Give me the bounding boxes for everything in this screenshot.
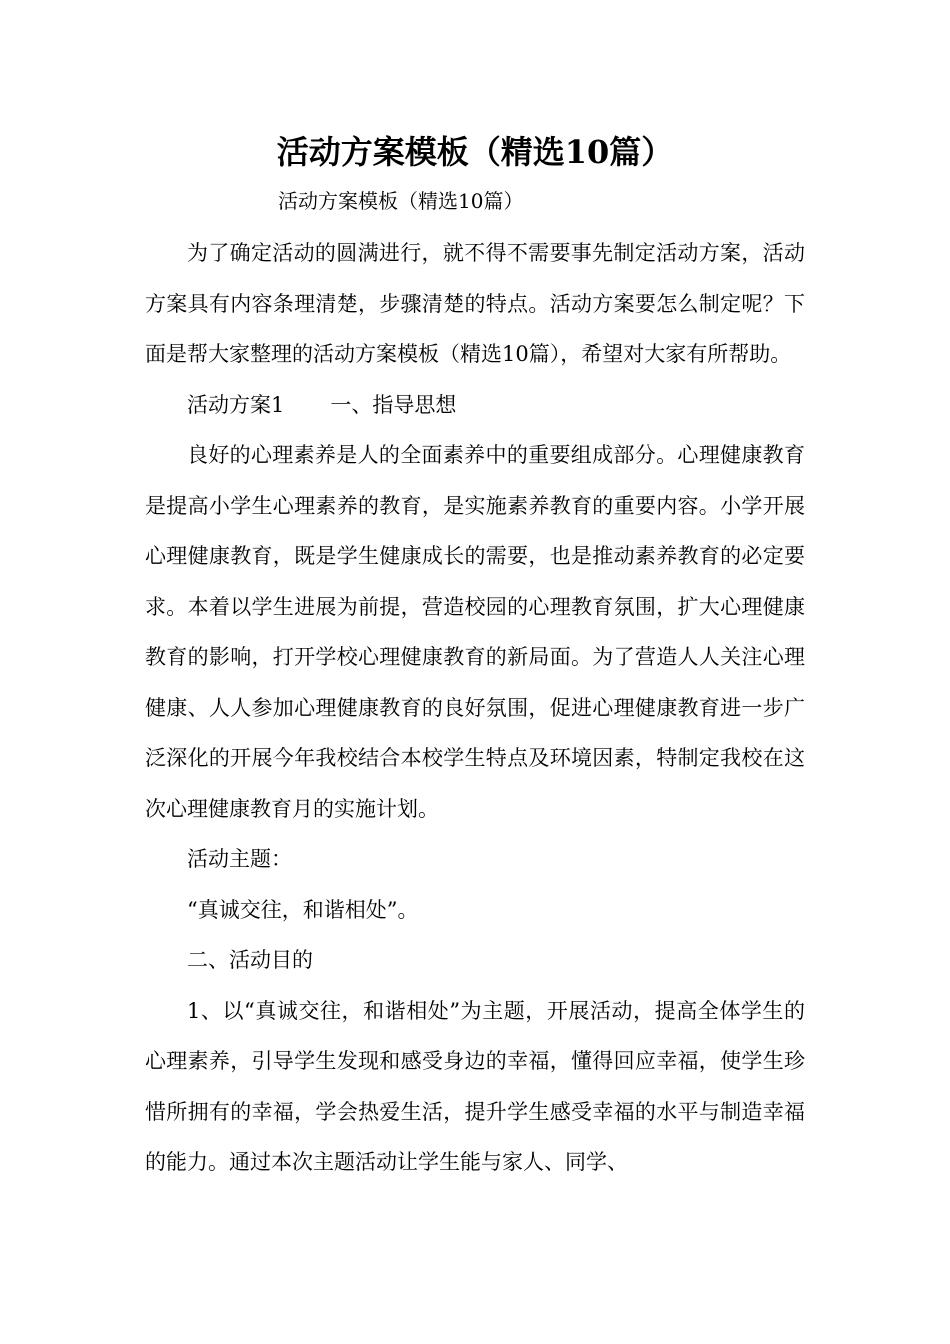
document-body [145, 228, 805, 1188]
section-heading: 一、指导思想 [330, 392, 457, 417]
theme-value: “真诚交往，和谐相处”。 [187, 897, 419, 922]
theme-label: 活动主题： [187, 847, 292, 871]
section-heading-line [145, 380, 805, 431]
purpose-heading: 二、活动目的 [187, 948, 313, 972]
guiding-thought-paragraph: 良好的心理素养是人的全面素养中的重要组成部分。心理健康教育是提高小学生心理素养的教育，是实施素养教育的重要内容。小学开展心理健康教育，既是学生健康成长的需要，也是推动素养教育的必定要求。本着以学生进展为前提，营造校园的心理教育氛围，扩大心理健康教育的影响，打开学校心理健康教育的新局面。为了营造人人关注心理健康、人人参加心理健康教育的良好氛围，促进心理健康教育进一步广泛深化的开展今年我校结合本校学生特点及环境因素，特制定我校在这次心理健康教育月的实施计划。 [145, 443, 805, 821]
intro-paragraph: 为了确定活动的圆满进行，就不得不需要事先制定活动方案，活动方案具有内容条理清楚，步骤清楚的特点。活动方案要怎么制定呢？下面是帮大家整理的活动方案模板（精选10篇），希望对大家有所帮助。 [145, 241, 805, 366]
purpose-paragraph: 1、以“真诚交往，和谐相处”为主题，开展活动，提高全体学生的心理素养，引导学生发现和感受身边的幸福，懂得回应幸福，使学生珍惜所拥有的幸福，学会热爱生活，提升学生感受幸福的水平与制造幸福的能力。通过本次主题活动让学生能与家人、同学、 [145, 998, 805, 1174]
document-title: 活动方案模板（精选10篇） [276, 133, 674, 171]
section-label: 活动方案1 [187, 392, 285, 417]
document-subtitle: 活动方案模板（精选10篇） [278, 189, 524, 213]
